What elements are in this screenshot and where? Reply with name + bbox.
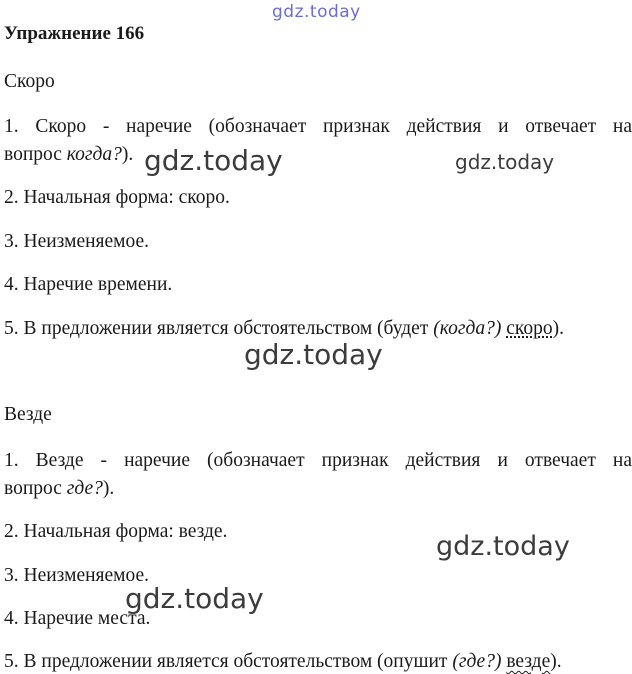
section1-item2: 2. Начальная форма: скоро. <box>4 187 230 208</box>
section2-item3: 3. Неизменяемое. <box>4 565 150 586</box>
section2-item4: 4. Наречие места. <box>4 608 151 629</box>
section1-item1-line1: 1. Скоро - наречие (обозначает признак действия и отвечает на <box>4 116 632 137</box>
section1-item1-line2 <box>4 144 133 166</box>
section2-item1-line1: 1. Везде - наречие (обозначает признак действия и отвечает на <box>4 450 632 471</box>
section1-item1-line2-pre: вопрос <box>4 144 67 165</box>
watermark-2: gdz.today <box>455 150 555 174</box>
exercise-title: Упражнение 166 <box>4 23 145 44</box>
section2-item5-pre: 5. В предложении является обстоятельством (опушит <box>4 651 453 672</box>
section1-item4: 4. Наречие времени. <box>4 274 173 295</box>
section2-item1-line2-pre: вопрос <box>4 478 67 499</box>
watermark-5: gdz.today <box>125 582 264 615</box>
watermark-4: gdz.today <box>436 531 570 562</box>
section2-item2: 2. Начальная форма: везде. <box>4 521 228 542</box>
section2-question-where: где? <box>66 478 103 499</box>
section2-word: Везде <box>4 404 52 425</box>
section2-item1-line2-post: ). <box>102 478 115 499</box>
section1-item5-adverb: скоро <box>506 318 553 339</box>
section1-item5-post: ). <box>552 318 564 339</box>
section1-item5-pre: 5. В предложении является обстоятельством (будет <box>4 318 434 339</box>
section2-item5-post: ). <box>550 651 562 672</box>
section1-question-when: когда? <box>66 144 122 165</box>
section2-item5-question: (где?) <box>452 651 502 672</box>
section1-item1-line2-post: ). <box>121 144 134 165</box>
watermark-3: gdz.today <box>244 338 383 371</box>
section1-item5-question: (когда?) <box>433 318 502 339</box>
section1-item3: 3. Неизменяемое. <box>4 231 150 252</box>
watermark-top: gdz.today <box>272 2 361 22</box>
section1-word: Скоро <box>4 71 55 92</box>
section2-item5-adverb: везде <box>506 651 551 672</box>
watermark-1: gdz.today <box>144 144 283 177</box>
section2-item1-line2 <box>4 478 114 500</box>
section1-item5 <box>4 318 564 340</box>
section2-item5 <box>4 651 562 673</box>
